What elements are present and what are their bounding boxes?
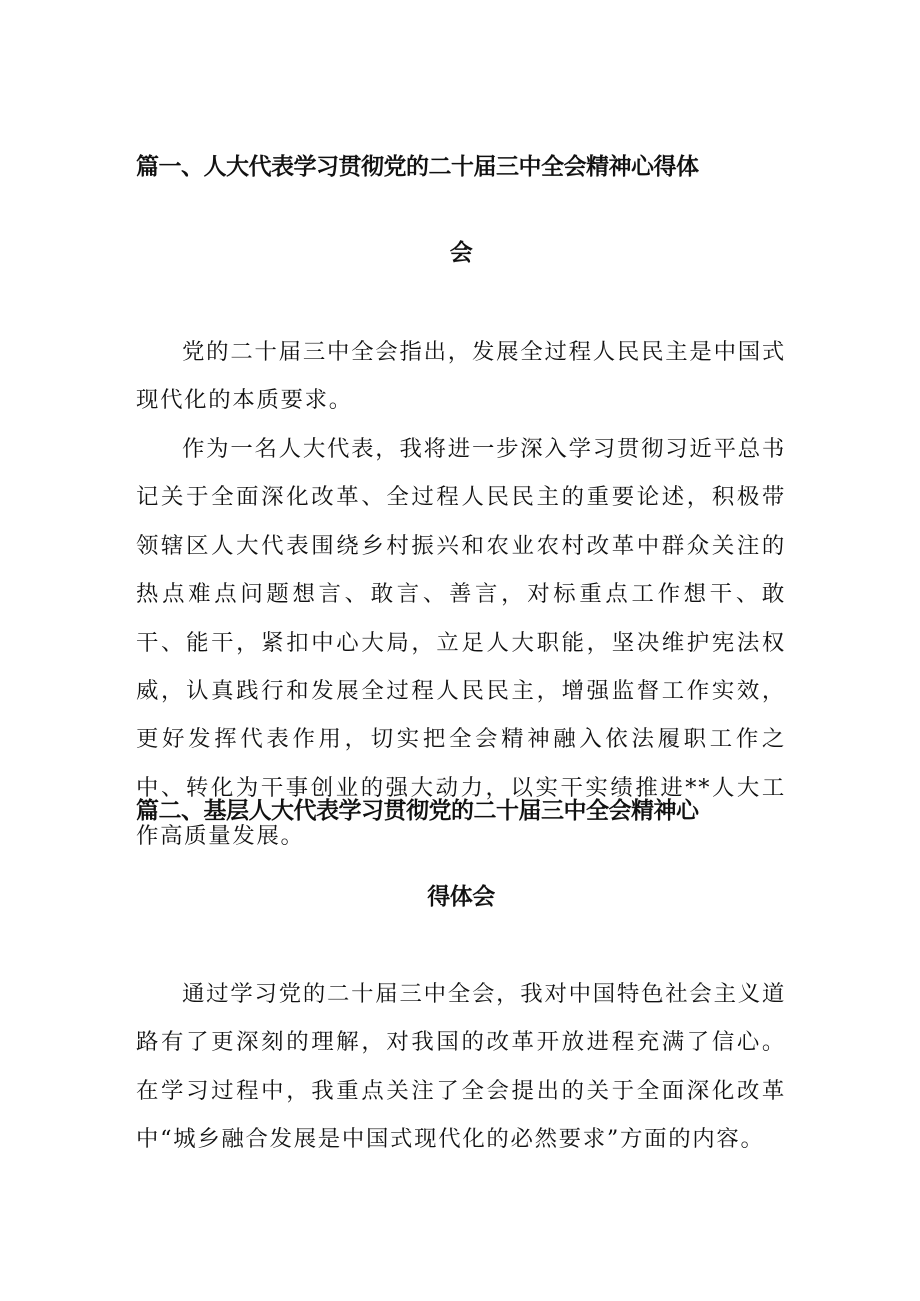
section-2-title-line-2: 得体会 <box>427 884 495 910</box>
section-1-paragraph-2: 作为一名人大代表，我将进一步深入学习贯彻习近平总书记关于全面深化改革、全过程人民民主的重要论述，积极带领辖区人大代表围绕乡村振兴和农业农村改革中群众关注的热点难点问题想言、敢言、善言，对标重点工作想干、敢干、能干，紧扣中心大局，立足人大职能，坚决维护宪法权威，认真践行和发展全过程人民民主，增强监督工作实效，更好发挥代表作用，切实把全会精神融入依法履职工作之中、转化为干事创业的强大动力，以实干实绩推进**人大工作高质量发展。 <box>136 436 786 850</box>
section-2-paragraph-1: 通过学习党的二十届三中全会，我对中国特色社会主义道路有了更深刻的理解，对我国的改革开放进程充满了信心。在学习过程中，我重点关注了全会提出的关于全面深化改革中“城乡融合发展是中国式现代化的必然要求”方面的内容。 <box>136 981 786 1153</box>
section-1-title-line-1: 篇一、人大代表学习贯彻党的二十届三中全会精神心得体 <box>136 154 699 180</box>
section-2-title-line-1: 篇二、基层人大代表学习贯彻党的二十届三中全会精神心 <box>136 798 699 824</box>
section-1-title-line-2: 会 <box>449 240 473 266</box>
section-1-paragraph-1: 党的二十届三中全会指出，发展全过程人民民主是中国式现代化的本质要求。 <box>136 339 786 414</box>
